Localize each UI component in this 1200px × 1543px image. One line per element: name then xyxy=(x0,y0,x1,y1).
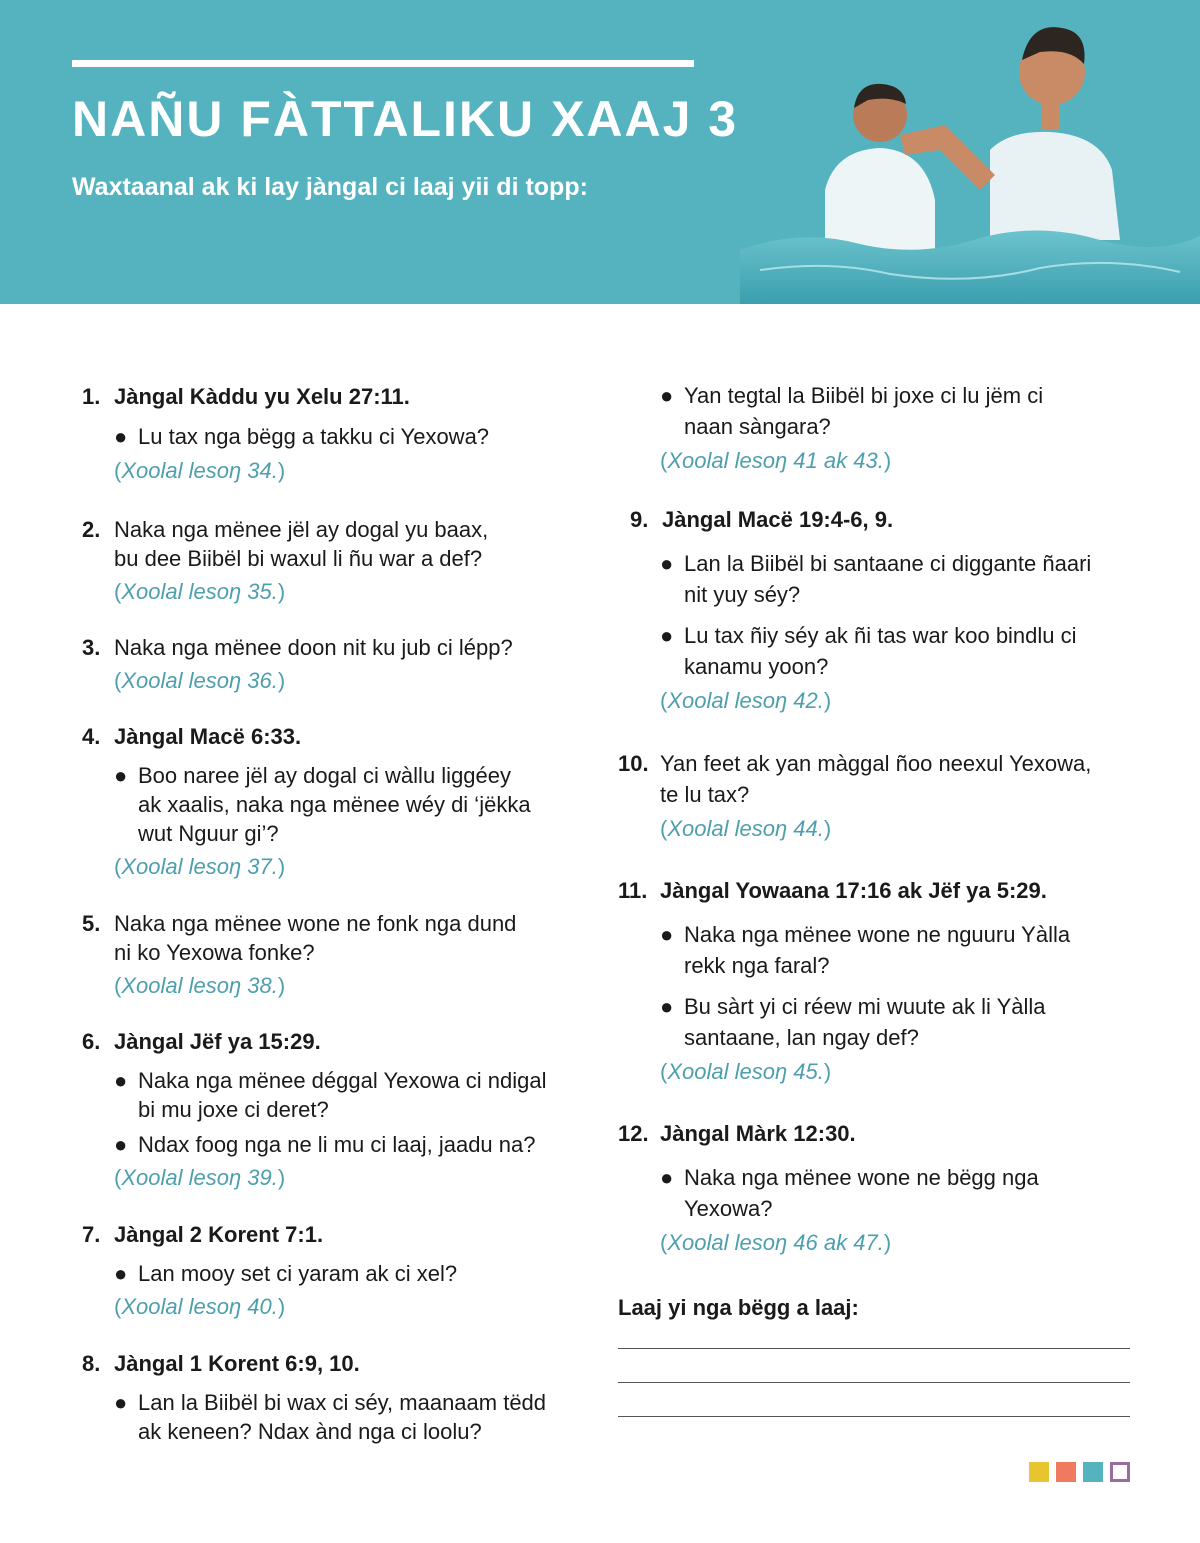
question-number: 11. xyxy=(618,878,648,903)
question-10 xyxy=(618,748,1138,843)
question-7 xyxy=(82,1220,582,1321)
question-11 xyxy=(618,876,1138,1086)
writing-line xyxy=(618,1382,1130,1383)
question-text: Jàngal 1 Korent 6:9, 10. xyxy=(114,1351,360,1376)
bullet-dot-icon: ● xyxy=(114,1390,128,1415)
bullet-dot-icon: ● xyxy=(114,1132,128,1157)
lesson-reference: (Xoolal lesoŋ 41 ak 43.) xyxy=(660,448,892,473)
question-1 xyxy=(82,382,582,485)
bullet-item: ● Naka nga mënee wone ne nguuru Yàlla rekk nga faral? xyxy=(660,919,1138,981)
bullet-dot-icon: ● xyxy=(660,994,674,1019)
question-number: 9. xyxy=(630,507,649,532)
lesson-reference: (Xoolal lesoŋ 37.) xyxy=(114,854,286,879)
lesson-reference: (Xoolal lesoŋ 36.) xyxy=(114,668,286,693)
question-number: 10. xyxy=(618,751,649,776)
lesson-reference: (Xoolal lesoŋ 34.) xyxy=(114,458,286,483)
bullet-dot-icon: ● xyxy=(660,623,674,648)
question-number: 8. xyxy=(82,1351,101,1376)
question-4 xyxy=(82,722,582,881)
question-text: Yan feet ak yan màggal ñoo neexul Yexowa, te lu tax? xyxy=(660,751,1092,807)
bullet-dot-icon: ● xyxy=(114,1261,128,1286)
question-6 xyxy=(82,1027,582,1192)
bullet-item: ● Naka nga mënee wone ne bëgg nga Yexowa? xyxy=(660,1162,1138,1224)
question-number: 2. xyxy=(82,517,101,542)
question-text: Jàngal Yowaana 17:16 ak Jëf ya 5:29. xyxy=(660,878,1047,903)
bullet-item: ● Lu tax nga bëgg a takku ci Yexowa? xyxy=(114,421,582,452)
question-text: Jàngal 2 Korent 7:1. xyxy=(114,1222,324,1247)
page-title: NAÑU FÀTTALIKU XAAJ 3 xyxy=(72,91,739,147)
question-text: Naka nga mënee jël ay dogal yu baax, bu dee Biibël bi waxul li ñu war a def? xyxy=(114,517,489,571)
orange-square-icon xyxy=(1056,1462,1076,1482)
right-column xyxy=(618,380,1138,1417)
bullet-item: ● Naka nga mënee déggal Yexowa ci ndigal bi mu joxe ci deret? xyxy=(114,1068,547,1122)
baptism-illustration xyxy=(740,0,1200,304)
writing-line xyxy=(618,1416,1130,1417)
question-number: 4. xyxy=(82,724,101,749)
bullet-dot-icon: ● xyxy=(114,1068,128,1093)
question-number: 6. xyxy=(82,1029,101,1054)
yellow-square-icon xyxy=(1029,1462,1049,1482)
lesson-reference: (Xoolal lesoŋ 44.) xyxy=(660,816,832,841)
question-number: 5. xyxy=(82,911,101,936)
question-text: Naka nga mënee doon nit ku jub ci lépp? xyxy=(114,635,513,660)
writing-line xyxy=(618,1348,1130,1349)
bullet-item: ● Lan la Biibël bi santaane ci diggante ñaari nit yuy séy? xyxy=(660,548,1138,610)
bullet-item: ● Bu sàrt yi ci réew mi wuute ak li Yàlla santaane, lan ngay def? xyxy=(660,991,1138,1053)
bullet-item: ● Lu tax ñiy séy ak ñi tas war koo bindlu ci kanamu yoon? xyxy=(660,620,1138,682)
question-2 xyxy=(82,515,582,606)
question-8-continued xyxy=(618,380,1138,475)
bullet-dot-icon: ● xyxy=(660,383,674,408)
header-rule xyxy=(72,60,694,67)
decorative-squares xyxy=(1029,1462,1137,1482)
question-text: Naka nga mënee wone ne fonk nga dund ni ko Yexowa fonke? xyxy=(114,911,517,965)
lesson-reference: (Xoolal lesoŋ 46 ak 47.) xyxy=(660,1230,892,1255)
question-9 xyxy=(618,505,1138,715)
header-banner xyxy=(0,0,1200,304)
lesson-reference: (Xoolal lesoŋ 42.) xyxy=(660,688,832,713)
bullet-item: ● Boo naree jël ay dogal ci wàllu liggéey ak xaalis, naka nga mënee wéy di ‘jëkka wut Nguur gi’? xyxy=(114,763,531,846)
bullet-dot-icon: ● xyxy=(114,424,128,449)
question-number: 1. xyxy=(82,384,101,409)
bullet-dot-icon: ● xyxy=(114,763,128,788)
question-12 xyxy=(618,1119,1138,1257)
question-text: Jàngal Màrk 12:30. xyxy=(660,1121,856,1146)
questions-to-ask xyxy=(618,1293,1138,1417)
lesson-reference: (Xoolal lesoŋ 45.) xyxy=(660,1059,832,1084)
bullet-dot-icon: ● xyxy=(660,1165,674,1190)
page-subtitle: Waxtaanal ak ki lay jàngal ci laaj yii di topp: xyxy=(72,173,588,201)
lesson-reference: (Xoolal lesoŋ 38.) xyxy=(114,973,286,998)
left-column xyxy=(82,380,582,1446)
bullet-dot-icon: ● xyxy=(660,922,674,947)
question-number: 7. xyxy=(82,1222,101,1247)
teal-square-icon xyxy=(1083,1462,1103,1482)
bullet-dot-icon: ● xyxy=(660,551,674,576)
question-8 xyxy=(82,1349,582,1446)
purple-outline-square-icon xyxy=(1110,1462,1130,1482)
lesson-reference: (Xoolal lesoŋ 39.) xyxy=(114,1165,286,1190)
question-text: Jàngal Macë 6:33. xyxy=(114,724,302,749)
bullet-item: ● Ndax foog nga ne li mu ci laaj, jaadu na? xyxy=(114,1132,536,1157)
lesson-reference: (Xoolal lesoŋ 35.) xyxy=(114,579,286,604)
question-text: Jàngal Macë 19:4-6, 9. xyxy=(662,507,894,532)
question-text: Jàngal Jëf ya 15:29. xyxy=(114,1029,321,1054)
question-text: Jàngal Kàddu yu Xelu 27:11. xyxy=(114,384,410,409)
lesson-reference: (Xoolal lesoŋ 40.) xyxy=(114,1294,286,1319)
questions-to-ask-label: Laaj yi nga bëgg a laaj: xyxy=(618,1295,859,1320)
question-5 xyxy=(82,909,582,1000)
question-3 xyxy=(82,633,582,695)
bullet-item: ● Lan la Biibël bi wax ci séy, maanaam tëdd ak keneen? Ndax ànd nga ci loolu? xyxy=(114,1390,547,1444)
bullet-item: ● Lan mooy set ci yaram ak ci xel? xyxy=(114,1261,458,1286)
question-number: 12. xyxy=(618,1121,649,1146)
bullet-item: ● Yan tegtal la Biibël bi joxe ci lu jëm ci naan sàngara? xyxy=(660,380,1138,442)
question-number: 3. xyxy=(82,635,101,660)
